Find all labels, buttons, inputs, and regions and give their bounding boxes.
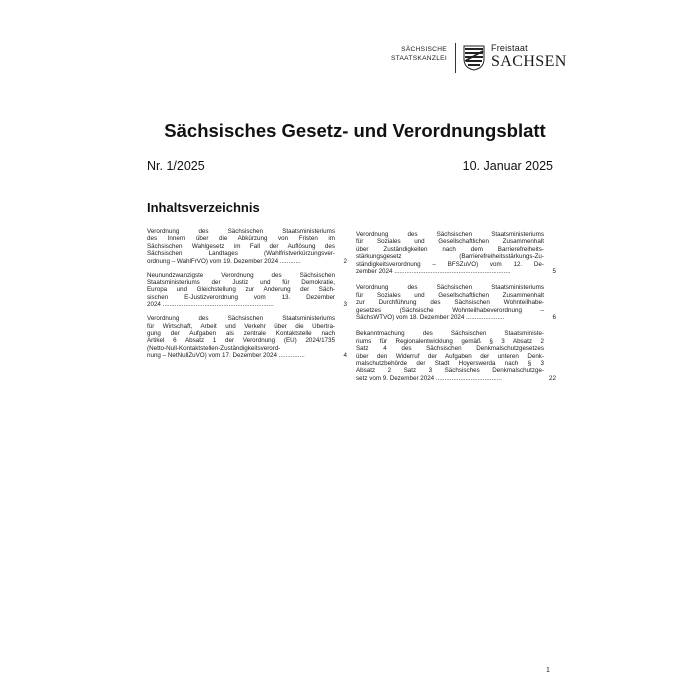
issue-date: 10. Januar 2025 — [462, 159, 553, 173]
toc-entry-page: 2 — [343, 257, 347, 265]
toc-entry-line: (Netto-Null-Kontaktstellen-Zuständigkeitsverord- — [147, 344, 281, 352]
staatskanzlei-logo-line-1: SÄCHSISCHE — [401, 46, 447, 53]
toc-column-left — [147, 228, 347, 366]
toc-entry-line: Verordnung des Sächsischen Staatsministeriums — [147, 228, 335, 235]
toc-entry-line: Staatsministeriums der Justiz und für Demokratie, — [147, 279, 335, 287]
toc-entry-page: 3 — [343, 301, 347, 309]
toc-entry-page: 6 — [552, 314, 556, 322]
toc-entry-line: 2024 ................................................................ — [147, 301, 274, 309]
toc-entry-page: 5 — [552, 268, 556, 276]
toc-entry-line: setz vom 9. Dezember 2024 ...................................... — [356, 374, 502, 382]
toc-entry-line: für Soziales und Gesellschaftlichen Zusammenhalt — [356, 291, 544, 299]
toc-column-right — [356, 231, 556, 391]
toc-entry-line: zember 2024 ................................................................... — [356, 268, 511, 276]
toc-entry-line: ständigkeitsverordnung – BFSZuVO) vom 12. De- — [356, 260, 544, 268]
toc-entry-line: Artikel 6 Absatz 1 der Verordnung (EU) 2024/1735 — [147, 337, 335, 345]
toc-entry-line: stärkungsgesetz (Barrierefreiheitsstärkungs-Zu- — [356, 253, 544, 261]
toc-entry[interactable] — [147, 272, 347, 309]
freistaat-sachsen-logo — [491, 43, 567, 70]
toc-entry-line: über den Widerruf der Aufgaben der unteren Denk- — [356, 352, 544, 360]
toc-entry-line: des Innern über die Abkürzung von Fristen im — [147, 235, 335, 243]
toc-entry-line: für Soziales und Gesellschaftlichen Zusammenhalt — [356, 238, 544, 246]
toc-entry-line: gesetzes (Sächsische Wohnteilhabeverordnung – — [356, 306, 544, 314]
toc-entry-line: Bekanntmachung des Sächsischen Staatsministe- — [356, 330, 544, 338]
toc-entry-page: 4 — [343, 352, 347, 360]
toc-entry-line: zur Durchführung des Sächsischen Wohnteilhabe- — [356, 299, 544, 307]
staatskanzlei-logo — [381, 45, 447, 63]
toc-entry-line: Sächsischen Landtages (Wahlfristverkürzungsver- — [147, 250, 335, 258]
staatskanzlei-logo-line-2: STAATSKANZLEI — [390, 55, 447, 62]
toc-entry-line: riums für Regionalentwicklung gemäß § 3 Absatz 2 — [356, 337, 544, 345]
toc-entry-line: Verordnung des Sächsischen Staatsministeriums — [147, 315, 335, 323]
toc-entry[interactable] — [356, 330, 556, 382]
toc-entry-line: Verordnung des Sächsischen Staatsministeriums — [356, 284, 544, 292]
toc-entry-line: Europa und Gleichstellung zur Änderung der Säch- — [147, 286, 335, 294]
toc-entry-line: nung – NetNullZuVO) vom 17. Dezember 2024 ............... — [147, 352, 305, 360]
page-number: 1 — [546, 667, 550, 674]
toc-entry-line: Verordnung des Sächsischen Staatsministeriums — [356, 231, 544, 238]
toc-entry-line: ordnung – WahlFrVO) vom 19. Dezember 2024 ............ — [147, 257, 301, 265]
document-title: Sächsisches Gesetz- und Verordnungsblatt — [164, 120, 546, 141]
toc-entry-line: Sächsischen Wahlgesetz im Fall der Auflösung des — [147, 242, 335, 250]
freistaat-label: Freistaat — [491, 43, 528, 53]
toc-entry-line: malschutzbehörde der Stadt Hoyerswerda nach § 3 — [356, 359, 544, 367]
toc-entry-line: sischen E-Justizverordnung vom 13. Dezember — [147, 293, 335, 301]
toc-entry[interactable] — [356, 231, 556, 276]
toc-entry-line: für Wirtschaft, Arbeit und Verkehr über die Übertra- — [147, 322, 335, 330]
toc-entry-line: Neunundzwanzigste Verordnung des Sächsischen — [147, 271, 335, 279]
toc-entry-line: Satz 4 des Sächsischen Denkmalschutzgesetzes — [356, 345, 544, 353]
saxony-crest-icon — [463, 45, 485, 71]
toc-entry[interactable] — [147, 315, 347, 360]
toc-entry-line: Absatz 2 Satz 3 Sächsisches Denkmalschutzge- — [356, 367, 544, 375]
logo-divider — [455, 43, 456, 73]
toc-entry-line: SächsWTVO) vom 18. Dezember 2024 ...................... — [356, 314, 505, 322]
toc-entry[interactable] — [356, 284, 556, 321]
sachsen-label: SACHSEN — [491, 53, 567, 70]
toc-entry-line: gung der Aufgaben als zentrale Kontaktstelle nach — [147, 330, 335, 338]
issue-number: Nr. 1/2025 — [147, 159, 205, 173]
toc-entry-page: 22 — [549, 374, 556, 382]
toc-entry-line: über Zuständigkeiten nach dem Barrierefreiheits- — [356, 245, 544, 253]
toc-entry[interactable] — [147, 228, 347, 265]
toc-heading: Inhaltsverzeichnis — [147, 200, 260, 215]
